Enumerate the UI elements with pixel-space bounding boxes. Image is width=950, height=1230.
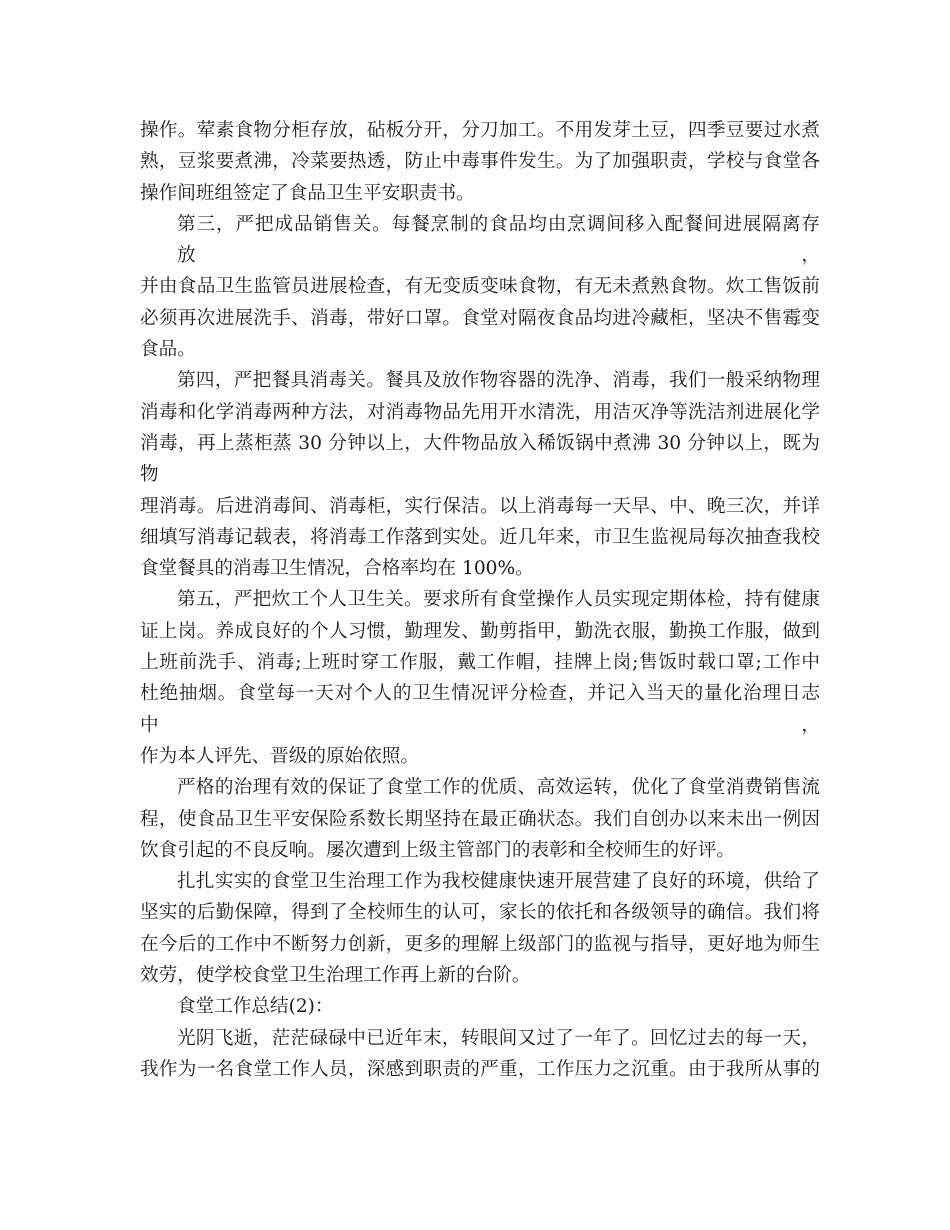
- text-line: 坚实的后勤保障，得到了全校师生的认可，家长的依托和各级领导的确信。我们将: [140, 902, 820, 924]
- text-line: 细填写消毒记载表，将消毒工作落到实处。近几年来，市卫生监视局每次抽查我校: [140, 526, 820, 548]
- text-line: 熟，豆浆要煮沸，冷菜要热透，防止中毒事件发生。为了加强职责，学校与食堂各: [140, 151, 820, 173]
- paragraph-storage-continued: [140, 115, 820, 209]
- text-line: 必须再次进展洗手、消毒，带好口罩。食堂对隔夜食品均进冷藏柜，坚决不售霉变: [140, 307, 820, 329]
- paragraph-conclusion: [140, 866, 820, 991]
- text-line: 杜绝抽烟。食堂每一天对个人的卫生情况评分检查，并记入当天的量化治理日志中，: [140, 683, 820, 736]
- text-line: 操作间班组签定了食品卫生平安职责书。: [140, 182, 475, 204]
- text-line: 饮食引起的不良反响。屡次遭到上级主管部门的表彰和全校师生的好评。: [140, 839, 736, 861]
- paragraph-third-finished-products: [140, 209, 820, 365]
- paragraph-strict-management: [140, 772, 820, 866]
- text-line: 理消毒。后进消毒间、消毒柜，实行保洁。以上消毒每一天早、中、晚三次，并详: [140, 495, 820, 517]
- text-line: 消毒和化学消毒两种方法，对消毒物品先用开水清洗，用洁灭净等洗洁剂进展化学: [140, 401, 820, 423]
- text-line: 并由食品卫生监管员进展检查，有无变质变味食物，有无未煮熟食物。炊工售饭前: [140, 276, 820, 298]
- text-line: 食堂餐具的消毒卫生情况，合格率均在 100%。: [140, 558, 534, 580]
- text-line: 第三，严把成品销售关。每餐烹制的食品均由烹调间移入配餐间进展隔离存放，: [177, 213, 820, 267]
- text-line: 作为本人评先、晋级的原始依照。: [140, 745, 419, 767]
- text-line: 证上岗。养成良好的个人习惯，勤理发、勤剪指甲，勤洗衣服，勤换工作服，做到: [140, 620, 820, 642]
- text-line: 食堂工作总结(2)：: [177, 996, 334, 1018]
- text-line: 程，使食品卫生平安保险系数长期坚持在最正确状态。我们自创办以来未出一例因: [140, 808, 820, 830]
- text-line: 扎扎实实的食堂卫生治理工作为我校健康快速开展营建了良好的环境，供给了: [177, 871, 820, 893]
- paragraph-fifth-personal-hygiene: [140, 584, 820, 772]
- text-line: 光阴飞逝，茫茫碌碌中已近年末，转眼间又过了一年了。回忆过去的每一天，: [177, 1027, 820, 1049]
- text-line: 消毒，再上蒸柜蒸 30 分钟以上，大件物品放入稀饭锅中煮沸 30 分钟以上，既为物: [140, 432, 820, 486]
- text-line: 操作。荤素食物分柜存放，砧板分开，分刀加工。不用发芽土豆，四季豆要过水煮: [140, 120, 820, 141]
- paragraph-year-review: [140, 1023, 820, 1086]
- text-line: 在今后的工作中不断努力创新，更多的理解上级部门的监视与指导，更好地为师生: [140, 933, 820, 955]
- document-body: [140, 115, 820, 1085]
- section-heading: [140, 991, 820, 1022]
- text-line: 上班前洗手、消毒;上班时穿工作服，戴工作帽，挂牌上岗;售饭时载口罩;工作中: [140, 652, 820, 674]
- text-line: 我作为一名食堂工作人员，深感到职责的严重，工作压力之沉重。由于我所从事的: [140, 1058, 820, 1080]
- text-line: 严格的治理有效的保证了食堂工作的优质、高效运转，优化了食堂消费销售流: [177, 777, 820, 799]
- text-line: 效劳，使学校食堂卫生治理工作再上新的台阶。: [140, 965, 531, 987]
- text-line: 第五，严把炊工个人卫生关。要求所有食堂操作人员实现定期体检，持有健康: [177, 589, 820, 611]
- paragraph-fourth-tableware-disinfection: [140, 365, 820, 584]
- text-line: 食品。: [140, 339, 196, 361]
- text-line: 第四，严把餐具消毒关。餐具及放作物容器的洗净、消毒，我们一般采纳物理: [177, 370, 820, 392]
